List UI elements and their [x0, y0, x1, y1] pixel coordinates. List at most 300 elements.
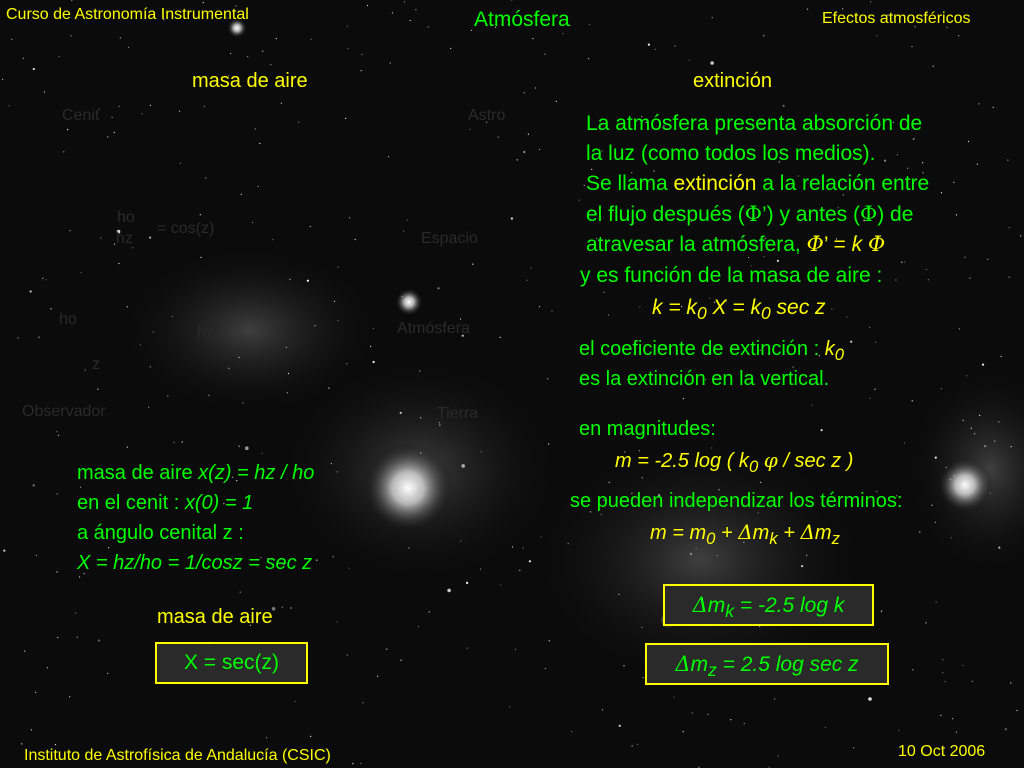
star: [262, 453, 263, 454]
star: [2, 79, 3, 80]
star: [255, 128, 256, 129]
star: [632, 745, 633, 746]
star: [75, 612, 76, 613]
star: [331, 463, 332, 464]
zenith-air-mass: en el cenit : x(0) = 1: [77, 492, 254, 514]
air-mass-heading: masa de aire: [192, 70, 308, 92]
star: [517, 159, 518, 160]
star: [63, 151, 64, 152]
star: [9, 105, 10, 106]
star: [683, 398, 684, 399]
star: [551, 310, 552, 311]
star: [545, 668, 546, 669]
star: [588, 58, 589, 59]
star: [100, 237, 101, 238]
star: [118, 263, 119, 264]
star: [247, 56, 248, 57]
star: [971, 428, 972, 429]
star: [562, 33, 563, 34]
star: [56, 431, 57, 432]
star: [874, 389, 875, 390]
star: [774, 698, 775, 699]
diagram-label-observador: Observador: [22, 403, 106, 420]
star: [1011, 446, 1012, 447]
star: [80, 487, 81, 488]
star: [987, 259, 988, 260]
star: [529, 560, 531, 562]
star: [270, 64, 271, 65]
magnitudes-label: en magnitudes:: [579, 418, 716, 440]
star: [429, 611, 430, 612]
star: [119, 106, 120, 107]
star: [127, 447, 128, 448]
star: [414, 488, 415, 489]
star: [811, 405, 812, 406]
star: [333, 556, 334, 557]
star: [469, 129, 470, 130]
star: [979, 415, 980, 416]
star: [418, 626, 419, 627]
star: [907, 168, 908, 169]
star: [3, 550, 5, 552]
star: [314, 325, 315, 326]
star: [568, 543, 569, 544]
star: [959, 328, 960, 329]
star: [35, 692, 36, 693]
diagram-label-hz: hz: [197, 324, 214, 341]
star: [281, 103, 282, 104]
star: [1009, 227, 1010, 228]
star: [511, 217, 513, 219]
star: [439, 425, 440, 426]
star: [120, 37, 121, 38]
star: [602, 709, 603, 710]
star: [310, 226, 311, 227]
star: [498, 137, 499, 138]
star: [608, 314, 609, 315]
star: [57, 637, 58, 638]
star: [539, 306, 540, 307]
star: [472, 264, 473, 265]
star: [370, 346, 371, 347]
star: [744, 723, 745, 724]
star: [683, 731, 684, 732]
star: [85, 369, 86, 370]
star: [850, 341, 852, 343]
star: [481, 451, 482, 452]
star: [946, 467, 947, 468]
star: [589, 24, 590, 25]
star: [998, 547, 1000, 549]
star: [228, 368, 229, 369]
star: [998, 421, 999, 422]
star: [952, 718, 953, 719]
star: [179, 111, 180, 112]
star: [1020, 235, 1021, 236]
magnitude-formula: m = -2.5 log ( $k_0$ φ / sec z ): [615, 448, 854, 476]
extinction-line-4: el flujo después (Φ’) y antes (Φ) de: [586, 202, 914, 226]
star: [466, 582, 468, 584]
star: [245, 446, 249, 450]
star: [336, 621, 337, 622]
star: [690, 553, 692, 555]
star: [67, 129, 68, 130]
star: [58, 435, 59, 436]
star: [262, 51, 263, 52]
star: [17, 337, 18, 338]
star: [933, 66, 934, 67]
star: [42, 278, 43, 279]
star: [480, 569, 481, 570]
star: [950, 479, 951, 480]
star: [994, 441, 995, 442]
star: [59, 56, 60, 57]
coefficient-line-1: el coeficiente de extinción : $k_0$: [579, 338, 844, 364]
star: [238, 357, 239, 358]
star: [591, 169, 592, 170]
star: [30, 290, 32, 292]
star: [208, 395, 209, 396]
star: [964, 257, 965, 258]
star: [107, 673, 108, 674]
sum-formula: $m = m_0 + \Delta m_k + \Delta m_z$: [650, 520, 840, 548]
extinction-line-1: La atmósfera presenta absorción de: [586, 112, 923, 135]
star: [204, 106, 205, 107]
star: [167, 395, 168, 396]
diagram-label-cenit: Cenit: [62, 107, 100, 124]
star: [868, 697, 872, 701]
star: [288, 373, 289, 374]
star: [958, 35, 959, 36]
air-mass-formula-box: X = sec(z): [155, 642, 308, 684]
star: [692, 712, 693, 713]
star: [876, 35, 877, 36]
star: [205, 177, 206, 178]
star: [337, 320, 338, 321]
diagram-label-astro: Astro: [468, 107, 506, 124]
star: [642, 677, 643, 678]
star: [870, 1, 871, 2]
star: [377, 676, 378, 677]
star: [298, 122, 299, 123]
star: [408, 547, 409, 548]
star: [252, 222, 253, 223]
star: [107, 136, 108, 137]
star: [352, 763, 353, 764]
star: [127, 306, 128, 307]
star: [182, 441, 183, 442]
star: [689, 60, 690, 61]
star: [360, 763, 361, 764]
star: [526, 280, 527, 281]
star: [272, 239, 273, 240]
star: [149, 237, 151, 239]
institute-footer: Instituto de Astrofísica de Andalucía (CSIC): [24, 747, 331, 764]
star: [956, 732, 957, 733]
star: [57, 493, 58, 494]
extinction-line-5: atravesar la atmósfera, Φ’ = k Φ: [586, 232, 886, 256]
star: [544, 54, 545, 55]
star: [913, 138, 914, 139]
star: [420, 452, 421, 453]
star: [978, 103, 979, 104]
star: [373, 361, 375, 363]
star: [869, 327, 870, 328]
star: [23, 58, 24, 59]
star: [172, 316, 173, 317]
star: [763, 35, 764, 36]
star: [904, 261, 905, 262]
star: [33, 68, 35, 70]
star: [977, 164, 978, 165]
star: [70, 230, 71, 231]
extinction-formula: $k = k_0$ $X = k_0$ sec z: [652, 296, 826, 324]
star: [523, 151, 525, 153]
diagram-label-cos: = cos(z): [157, 220, 215, 237]
diagram-label-atmosfera: Atmósfera: [397, 320, 470, 337]
star: [966, 375, 967, 376]
star: [415, 9, 416, 10]
star: [1016, 710, 1017, 711]
star: [956, 214, 957, 215]
star: [935, 457, 937, 459]
star: [942, 672, 943, 673]
star: [240, 592, 241, 593]
star: [471, 30, 472, 31]
star: [579, 200, 580, 201]
star: [912, 400, 913, 401]
star: [904, 442, 905, 443]
diagram-label-ho: ho: [59, 311, 77, 328]
star: [38, 337, 39, 338]
star: [289, 279, 290, 280]
star: [45, 279, 46, 280]
diagram-label-hz-fraction: hz: [116, 230, 133, 247]
star: [783, 105, 785, 107]
star: [875, 342, 876, 343]
star: [128, 47, 129, 48]
star: [541, 536, 542, 537]
star: [50, 308, 51, 309]
star: [239, 446, 240, 447]
star: [990, 493, 991, 494]
star: [982, 364, 984, 366]
star: [259, 143, 260, 144]
star: [712, 17, 713, 18]
star: [623, 665, 624, 666]
star: [870, 398, 871, 399]
star: [349, 568, 350, 569]
star: [601, 514, 602, 515]
star: [71, 35, 72, 36]
star: [963, 420, 964, 421]
star: [420, 417, 421, 418]
star: [347, 654, 348, 655]
star: [79, 576, 80, 577]
star: [509, 706, 510, 707]
star: [150, 366, 151, 367]
star: [500, 337, 501, 338]
star: [390, 62, 391, 63]
star: [968, 141, 969, 142]
star: [807, 9, 808, 10]
star: [1001, 356, 1002, 357]
star: [801, 565, 803, 567]
star: [311, 39, 312, 40]
star: [404, 1, 405, 2]
diagram-label-ho-fraction: ho: [117, 209, 135, 226]
star: [467, 648, 468, 649]
star: [806, 555, 807, 556]
star: [969, 278, 970, 279]
star: [539, 149, 540, 150]
star: [571, 731, 572, 732]
star: [584, 185, 585, 186]
star: [11, 39, 12, 40]
star: [524, 92, 525, 93]
star: [77, 637, 78, 638]
star: [44, 91, 45, 92]
star: [47, 667, 48, 668]
star: [881, 610, 882, 611]
star: [258, 186, 259, 187]
star: [954, 475, 955, 476]
star: [710, 61, 714, 65]
star: [730, 719, 731, 720]
star: [919, 531, 920, 532]
star: [348, 48, 349, 49]
star: [953, 182, 954, 183]
star: [400, 412, 402, 414]
star: [200, 257, 201, 258]
star: [230, 53, 231, 54]
star: [675, 45, 676, 46]
diagram-label-tierra: Tierra: [437, 405, 479, 422]
star: [174, 442, 175, 443]
star: [519, 570, 520, 571]
star: [242, 402, 243, 403]
star: [114, 132, 115, 133]
star: [853, 747, 854, 748]
star: [972, 681, 973, 682]
star: [940, 715, 941, 716]
star: [347, 26, 348, 27]
zenith-angle-label: a ángulo cenital z :: [77, 522, 244, 544]
star: [148, 407, 149, 408]
star: [951, 537, 952, 538]
star: [112, 117, 113, 118]
star: [180, 163, 181, 164]
star: [925, 622, 926, 623]
star: [532, 38, 533, 39]
delta-mz-box: $\Delta m_z = 2.5$ log sec z: [645, 643, 889, 685]
star: [36, 555, 37, 556]
star: [460, 540, 461, 541]
star: [410, 20, 411, 21]
star: [388, 156, 389, 157]
star: [778, 755, 779, 756]
star: [609, 482, 610, 483]
star: [1005, 728, 1007, 730]
star: [637, 744, 638, 745]
star: [941, 388, 942, 389]
star: [140, 344, 141, 345]
star: [1007, 160, 1008, 161]
star: [831, 309, 832, 310]
star: [760, 482, 761, 483]
star: [98, 639, 100, 641]
star: [401, 296, 402, 297]
star: [337, 471, 338, 472]
star: [81, 272, 82, 273]
star: [898, 730, 899, 731]
air-mass-heading-2: masa de aire: [157, 606, 273, 628]
page-title: Atmósfera: [474, 8, 570, 31]
star: [936, 601, 937, 602]
star: [641, 627, 642, 628]
star: [282, 607, 283, 608]
star: [373, 328, 374, 329]
star: [97, 389, 98, 390]
star: [307, 280, 309, 282]
star: [407, 220, 408, 221]
coefficient-line-2: es la extinción en la vertical.: [579, 368, 830, 390]
star: [290, 607, 291, 608]
star: [69, 696, 70, 697]
star: [367, 5, 368, 6]
star: [33, 484, 35, 486]
star: [984, 445, 986, 447]
sec-z-formula: X = hz/ho = 1/cosz = sec z: [77, 552, 313, 574]
independent-terms-label: se pueden independizar los términos:: [570, 490, 903, 512]
star: [428, 26, 429, 27]
star: [24, 651, 25, 652]
course-title: Curso de Astronomía Instrumental: [6, 6, 249, 23]
star: [512, 546, 513, 547]
star: [310, 736, 311, 737]
diagram-label-espacio: Espacio: [421, 230, 478, 247]
star: [655, 49, 656, 50]
star: [604, 292, 605, 293]
star: [287, 392, 288, 393]
star: [361, 54, 362, 55]
star: [349, 217, 350, 218]
star: [548, 443, 549, 444]
extinction-heading: extinción: [693, 70, 772, 92]
star: [777, 260, 779, 262]
star: [523, 547, 524, 548]
star: [901, 262, 902, 263]
star: [447, 589, 451, 593]
star: [922, 162, 923, 163]
star: [241, 194, 242, 195]
extinction-line-3: Se llama extinción a la relación entre: [586, 172, 930, 195]
star: [648, 44, 650, 46]
star: [928, 279, 929, 280]
star: [346, 363, 347, 364]
star: [363, 702, 364, 703]
star: [142, 113, 143, 114]
diagram-label-z: z: [92, 356, 100, 373]
star: [55, 744, 56, 745]
star: [912, 669, 913, 670]
star: [153, 331, 154, 332]
star: [619, 725, 621, 727]
star: [708, 714, 709, 715]
star: [993, 107, 994, 108]
star: [528, 134, 529, 135]
star: [203, 2, 204, 3]
